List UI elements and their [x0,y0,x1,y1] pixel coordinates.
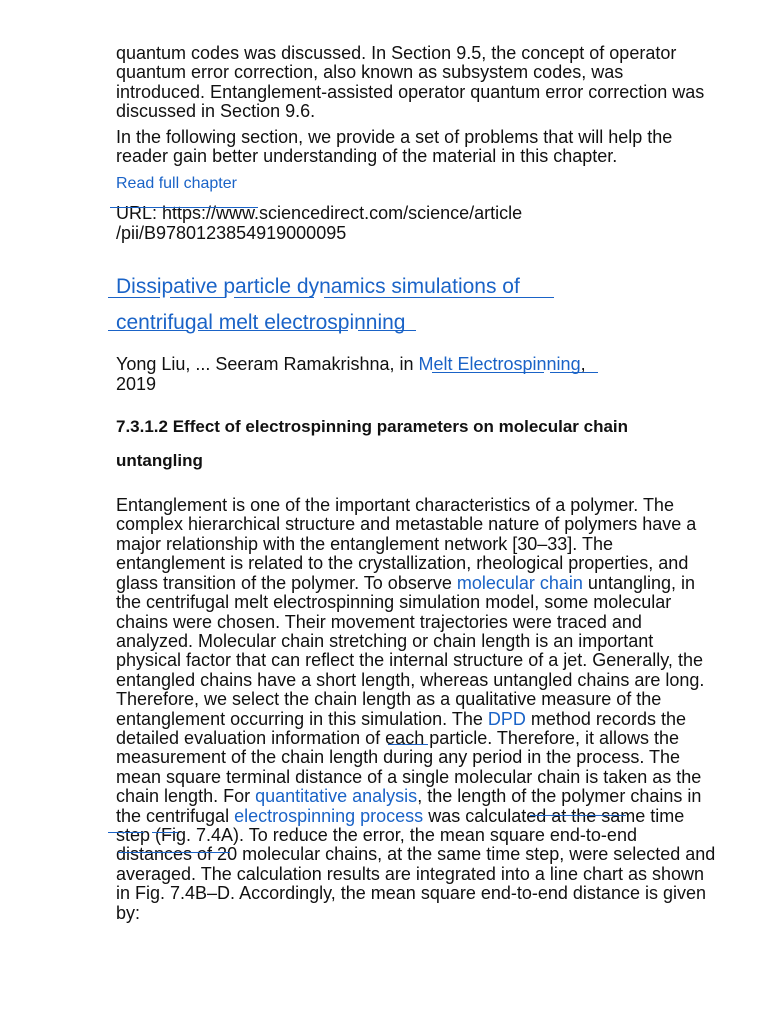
annotation-stroke [530,815,626,816]
annotation-stroke [108,330,188,331]
annotation-stroke [170,297,226,298]
article-title-line-2: centrifugal melt electrospinning [116,311,406,335]
annotation-stroke [152,832,178,833]
annotation-stroke [118,852,230,853]
book-link[interactable]: Melt Electrospinning [418,354,581,375]
annotation-stroke [358,330,416,331]
read-full-chapter-link[interactable]: Read full chapter [116,175,237,193]
annotation-stroke [110,207,258,208]
annotation-stroke [324,297,554,298]
document-page [116,44,716,923]
annotation-stroke [388,744,428,745]
dpd-link[interactable]: DPD [487,708,526,729]
publication-year: 2019 [116,373,157,394]
body-text-4: , the length of the polymer chains in the centrifugal [116,786,702,826]
annotation-stroke [550,372,598,373]
annotation-stroke [108,297,160,298]
article-byline [116,355,716,394]
authors: Yong Liu, ... Seeram Ramakrishna, in [116,354,419,375]
intro-paragraph-2: In the following section, we provide a set of problems that will help the reader gain better understanding of the material in this chapter. [116,126,673,167]
body-text-1: Entanglement is one of the important characteristics of a polymer. The complex hierarchical structure and metastable nature of polymers have a major relationship with the entanglement network [30–33]. The entanglement is related to the crystallization, rheological properties, and glass transition of the polymer. To observe [116,495,697,593]
molecular-chain-link[interactable]: molecular chain [456,572,583,593]
electrospinning-process-link[interactable]: electrospinning process [234,805,424,826]
url-line-2: /pii/B9780123854919000095 [116,222,347,243]
intro-paragraph-1: quantum codes was discussed. In Section 9.5, the concept of operator quantum error correction, also known as subsystem codes, was introduced. Entanglement-assisted operator quantum error correction was discussed in Section 9.6. [116,43,705,122]
body-text-5: was calculated at the same time step (Fig. 7.4A). To reduce the error, the mean square end-to-end distances of 20 molecular chains, at the same time step, were selected and averaged. The calculation results are integrated into a line chart as shown in Fig. 7.4B–D. Accordingly, the mean square end-to-end distance is given by: [116,805,716,923]
chapter-url [116,204,716,243]
annotation-stroke [108,832,144,833]
body-text-3: method records the detailed evaluation information of each particle. Therefore, it allows the measurement of the chain length during any period in the process. The mean square terminal distance of a single molecular chain is taken as the chain length. For [116,708,702,807]
body-paragraph [116,496,716,923]
annotation-stroke [198,330,348,331]
quantitative-analysis-link[interactable]: quantitative analysis [255,786,418,807]
section-title: 7.3.1.2 Effect of electrospinning parameters on molecular chain untangling [116,417,629,471]
article-title-line-1: Dissipative particle dynamics simulations of [116,275,520,299]
annotation-stroke [234,297,314,298]
url-line-1: URL: https://www.sciencedirect.com/science/article [116,203,523,224]
body-text-2: untangling, in the centrifugal melt electrospinning simulation model, some molecular chains were chosen. Their movement trajectories were traced and analyzed. Molecular chain stretching or chain length is an important physical factor that can reflect the internal structure of a jet. Generally, the entangled chains have a short length, whereas untangled chains are long. Therefore, we select the chain length as a qualitative measure of the entanglement occurring in this simulation. The [116,572,705,729]
annotation-stroke [432,372,544,373]
byline-separator: , [580,354,586,375]
